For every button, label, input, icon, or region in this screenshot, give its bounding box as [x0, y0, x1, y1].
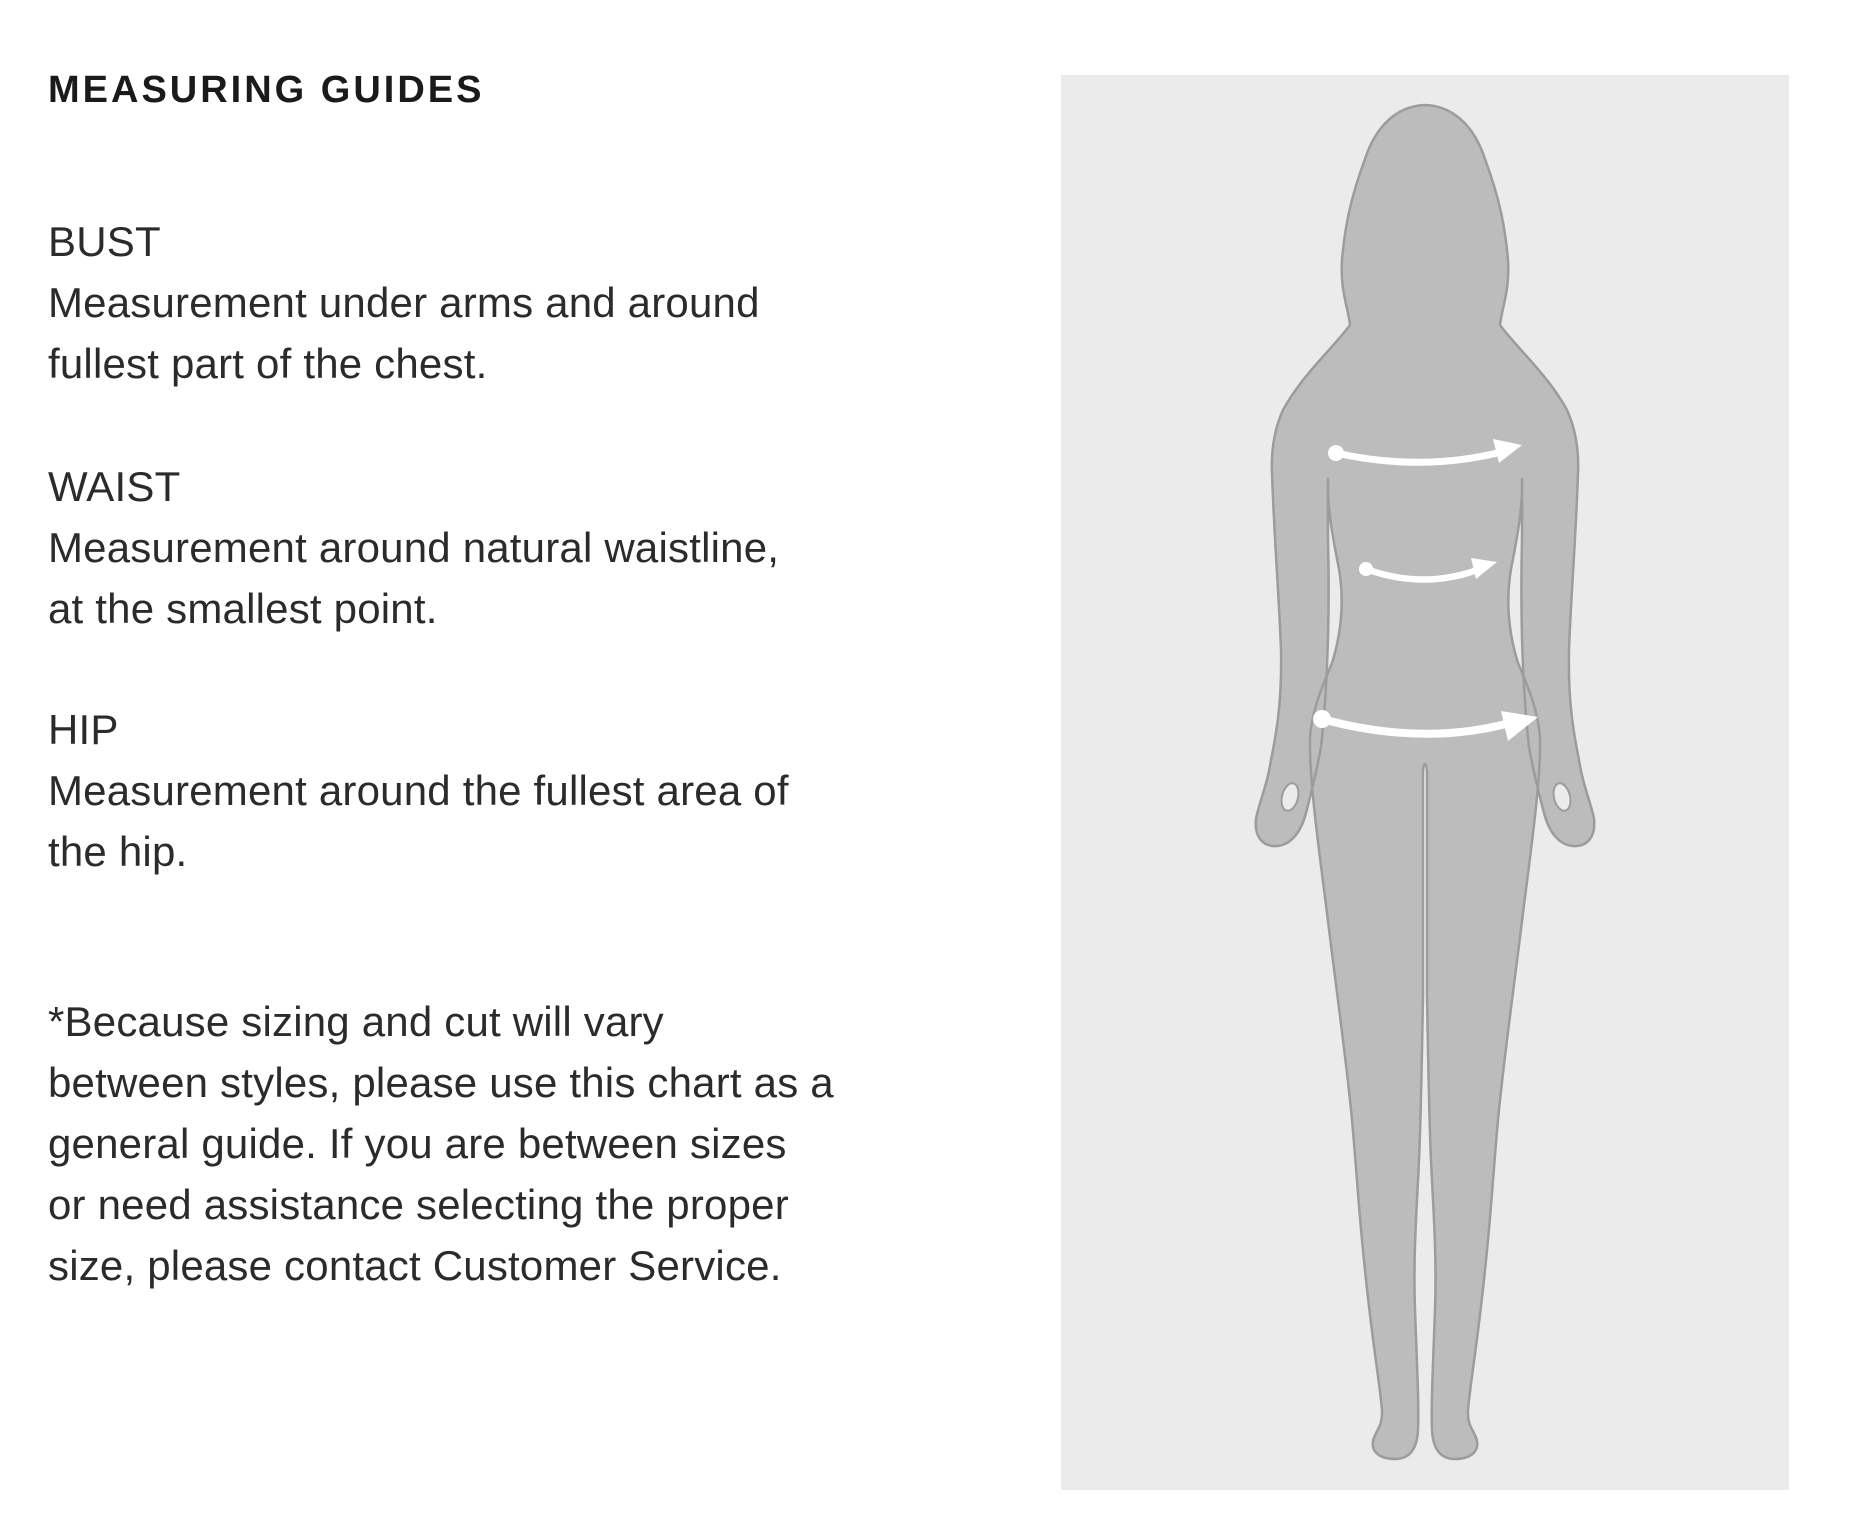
- bust-line-1: Measurement under arms and around: [48, 279, 760, 326]
- note-line-3: general guide. If you are between sizes: [48, 1120, 787, 1167]
- hip-line-1: Measurement around the fullest area of: [48, 767, 789, 814]
- note-line-1: *Because sizing and cut will vary: [48, 998, 664, 1045]
- bust-heading: BUST: [48, 218, 161, 265]
- note-line-2: between styles, please use this chart as a: [48, 1059, 834, 1106]
- bust-line-2: fullest part of the chest.: [48, 340, 488, 387]
- waist-heading: WAIST: [48, 463, 181, 510]
- section-hip: [48, 699, 789, 882]
- female-body-silhouette-illustration: [1061, 75, 1789, 1490]
- sizing-disclaimer-note: [48, 991, 834, 1296]
- note-line-5: size, please contact Customer Service.: [48, 1242, 782, 1289]
- waist-line-2: at the smallest point.: [48, 585, 438, 632]
- waist-line-1: Measurement around natural waistline,: [48, 524, 780, 571]
- section-bust: [48, 211, 760, 394]
- page-title: MEASURING GUIDES: [48, 69, 485, 111]
- note-line-4: or need assistance selecting the proper: [48, 1181, 789, 1228]
- section-waist: [48, 456, 779, 639]
- hip-heading: HIP: [48, 706, 119, 753]
- hip-line-2: the hip.: [48, 828, 188, 875]
- measurement-figure-panel: [1061, 75, 1789, 1490]
